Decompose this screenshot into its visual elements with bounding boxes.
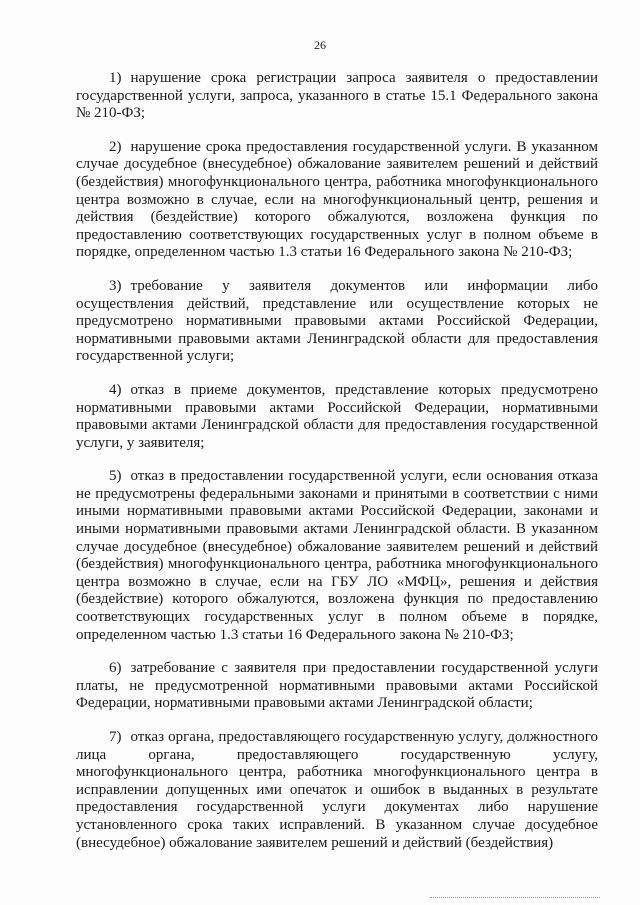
list-item-text: отказ в приеме документов, представление которых предусмотрено нормативными правовыми актами Российской Федерации, нормативными правовыми актами Ленинградской области для предоставления государственной услуги, у заявителя; <box>76 381 598 451</box>
list-item-text: отказ в предоставлении государственной услуги, если основания отказа не предусмотрены федеральными законами и принятыми в соответствии с ними иными нормативными правовыми актами Российской Федерации, законами и иными нормативными правовыми актами Ленинградской области. В указанном случае досудебное (внесудебное) обжалование заявителем решений и действий (бездействия) многофункционального центра, работника многофункционального центра возможно в случае, если на ГБУ ЛО «МФЦ», решения и действия (бездействие) которого обжалуются, возложена функция по предоставлению соответствующих государственных услуг в полном объеме в порядке, определенном частью 1.3 статьи 16 Федерального закона № 210-ФЗ; <box>76 468 598 643</box>
list-item-3 <box>76 278 598 366</box>
list-item-number: 2) <box>109 138 122 155</box>
list-item-4 <box>76 382 598 452</box>
list-item-1 <box>76 70 598 123</box>
list-item-text: требование у заявителя документов или информации либо осуществления действий, представление или осуществление которых не предусмотрено нормативными правовыми актами Российской Федерации, нормативными правовыми актами Ленинградской области для предоставления государственной услуги; <box>76 277 598 365</box>
list-item-7 <box>76 729 598 852</box>
scan-artifact-line <box>430 897 600 900</box>
list-item-text: отказ органа, предоставляющего государственную услугу, должностного лица органа, предоставляющего государственную услугу, многофункционального центра, работника многофункционального центра в исправлении допущенных ими опечаток и ошибок в выданных в результате предоставления государственной услуги документах либо нарушение установленного срока таких исправлений. В указанном случае досудебное (внесудебное) обжалование заявителем решений и действий (бездействия) <box>76 729 598 851</box>
list-item-number: 1) <box>109 70 122 86</box>
list-item-number: 6) <box>109 660 122 677</box>
document-body <box>76 70 598 868</box>
page-number: 26 <box>314 38 326 52</box>
list-item-number: 5) <box>109 468 122 485</box>
list-item-text: затребование с заявителя при предоставлении государственной услуги платы, не предусмотренной нормативными правовыми актами Российской Федерации, нормативными правовыми актами Ленинградской области; <box>76 660 598 712</box>
list-item-text: нарушение срока регистрации запроса заявителя о предоставлении государственной услуги, запроса, указанного в статье 15.1 Федерального закона № 210-ФЗ; <box>76 70 598 122</box>
list-item-text: нарушение срока предоставления государственной услуги. В указанном случае досудебное (внесудебное) обжалование заявителем решений и действий (бездействия) многофункционального центра, работника многофункционального центра возможно в случае, если на многофункциональный центр, решения и действия (бездействие) которого обжалуются, возложена функция по предоставлению соответствующих государственных услуг в полном объеме в порядке, определенном частью 1.3 статьи 16 Федерального закона № 210-ФЗ; <box>76 138 598 261</box>
list-item-2 <box>76 139 598 262</box>
list-item-number: 7) <box>109 729 122 745</box>
list-item-6 <box>76 660 598 713</box>
list-item-number: 4) <box>109 381 122 398</box>
list-item-number: 3) <box>109 277 122 294</box>
list-item-5 <box>76 468 598 644</box>
